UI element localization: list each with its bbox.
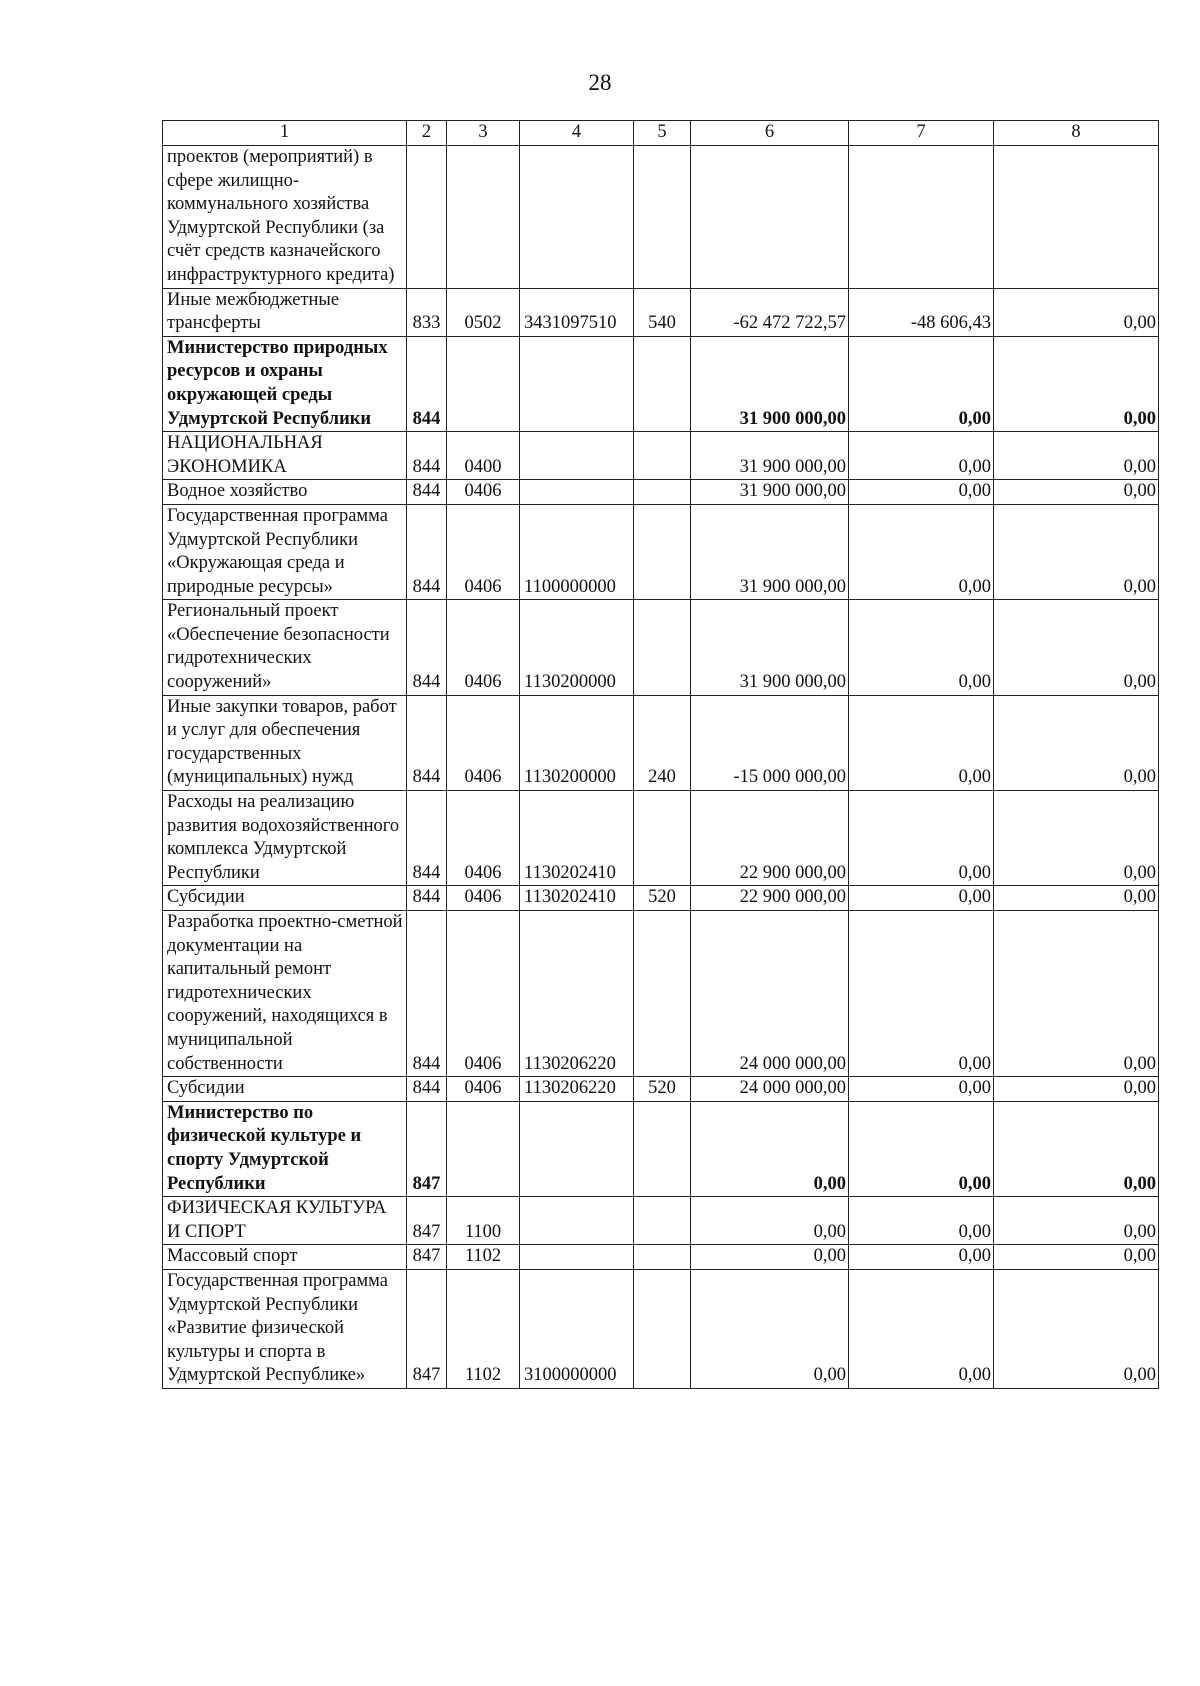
admin-code-cell: 833 [407, 288, 447, 336]
expense-type-cell [634, 911, 691, 1077]
target-article-cell [520, 1101, 634, 1196]
amount-col8-cell: 0,00 [994, 791, 1159, 886]
admin-code-cell: 844 [407, 695, 447, 790]
row-name-cell: Субсидии [163, 1077, 407, 1102]
admin-code-cell: 844 [407, 504, 447, 599]
amount-col7-cell: 0,00 [849, 886, 994, 911]
header-cell: 8 [994, 121, 1159, 146]
amount-col6-cell: 31 900 000,00 [691, 432, 849, 480]
expense-type-cell: 240 [634, 695, 691, 790]
section-code-cell [447, 146, 520, 289]
table-row [163, 1269, 1159, 1388]
page-number: 28 [588, 70, 612, 95]
section-code-cell: 0406 [447, 695, 520, 790]
section-code-cell: 0406 [447, 480, 520, 505]
section-code-cell [447, 336, 520, 431]
amount-col8-cell: 0,00 [994, 600, 1159, 695]
row-name-cell: проектов (мероприятий) в сфере жилищно-коммунального хозяйства Удмуртской Республики (за счёт средств казначейского инфраструктурного кредита) [163, 146, 407, 289]
amount-col7-cell: 0,00 [849, 600, 994, 695]
amount-col8-cell: 0,00 [994, 886, 1159, 911]
expense-type-cell [634, 432, 691, 480]
row-name-cell: Массовый спорт [163, 1245, 407, 1270]
amount-col8-cell: 0,00 [994, 1077, 1159, 1102]
amount-col7-cell: 0,00 [849, 336, 994, 431]
amount-col6-cell [691, 146, 849, 289]
admin-code-cell: 844 [407, 600, 447, 695]
table-row [163, 600, 1159, 695]
amount-col7-cell: 0,00 [849, 1197, 994, 1245]
expense-type-cell [634, 600, 691, 695]
admin-code-cell: 844 [407, 432, 447, 480]
target-article-cell [520, 1197, 634, 1245]
section-code-cell: 0406 [447, 600, 520, 695]
section-code-cell: 0406 [447, 504, 520, 599]
admin-code-cell: 847 [407, 1245, 447, 1270]
budget-table [162, 120, 1159, 1389]
amount-col8-cell: 0,00 [994, 1101, 1159, 1196]
expense-type-cell [634, 1101, 691, 1196]
row-name-cell: НАЦИОНАЛЬНАЯ ЭКОНОМИКА [163, 432, 407, 480]
target-article-cell [520, 480, 634, 505]
expense-type-cell [634, 1269, 691, 1388]
amount-col8-cell: 0,00 [994, 1269, 1159, 1388]
target-article-cell: 1130206220 [520, 1077, 634, 1102]
section-code-cell: 0406 [447, 791, 520, 886]
table-row [163, 911, 1159, 1077]
admin-code-cell: 844 [407, 911, 447, 1077]
amount-col6-cell: 0,00 [691, 1101, 849, 1196]
row-name-cell: Министерство природных ресурсов и охраны окружающей среды Удмуртской Республики [163, 336, 407, 431]
target-article-cell: 1130206220 [520, 911, 634, 1077]
section-code-cell: 0406 [447, 911, 520, 1077]
table-row [163, 146, 1159, 289]
row-name-cell: Водное хозяйство [163, 480, 407, 505]
amount-col7-cell: -48 606,43 [849, 288, 994, 336]
header-cell: 4 [520, 121, 634, 146]
section-code-cell [447, 1101, 520, 1196]
amount-col6-cell: -62 472 722,57 [691, 288, 849, 336]
target-article-cell: 1130202410 [520, 791, 634, 886]
admin-code-cell: 847 [407, 1101, 447, 1196]
amount-col8-cell: 0,00 [994, 695, 1159, 790]
amount-col8-cell: 0,00 [994, 432, 1159, 480]
expense-type-cell [634, 504, 691, 599]
target-article-cell [520, 146, 634, 289]
amount-col7-cell: 0,00 [849, 1245, 994, 1270]
amount-col7-cell: 0,00 [849, 1269, 994, 1388]
target-article-cell [520, 432, 634, 480]
amount-col7-cell: 0,00 [849, 1077, 994, 1102]
table-row [163, 1245, 1159, 1270]
header-cell: 6 [691, 121, 849, 146]
header-cell: 1 [163, 121, 407, 146]
amount-col6-cell: 31 900 000,00 [691, 504, 849, 599]
section-code-cell: 0406 [447, 1077, 520, 1102]
amount-col7-cell: 0,00 [849, 432, 994, 480]
expense-type-cell [634, 791, 691, 886]
table-row [163, 791, 1159, 886]
table-row [163, 432, 1159, 480]
table-row [163, 288, 1159, 336]
amount-col7-cell: 0,00 [849, 480, 994, 505]
row-name-cell: Субсидии [163, 886, 407, 911]
row-name-cell: Государственная программа Удмуртской Республики «Развитие физической культуры и спорта в Удмуртской Республике» [163, 1269, 407, 1388]
section-code-cell: 1102 [447, 1245, 520, 1270]
section-code-cell: 1100 [447, 1197, 520, 1245]
amount-col8-cell: 0,00 [994, 1197, 1159, 1245]
expense-type-cell: 520 [634, 886, 691, 911]
section-code-cell: 0400 [447, 432, 520, 480]
amount-col6-cell: 24 000 000,00 [691, 911, 849, 1077]
row-name-cell: Расходы на реализацию развития водохозяйственного комплекса Удмуртской Республики [163, 791, 407, 886]
admin-code-cell: 844 [407, 480, 447, 505]
table-row [163, 1077, 1159, 1102]
amount-col7-cell: 0,00 [849, 1101, 994, 1196]
expense-type-cell [634, 1197, 691, 1245]
amount-col8-cell: 0,00 [994, 480, 1159, 505]
admin-code-cell: 844 [407, 336, 447, 431]
amount-col6-cell: 0,00 [691, 1245, 849, 1270]
amount-col6-cell: 22 900 000,00 [691, 791, 849, 886]
admin-code-cell: 844 [407, 1077, 447, 1102]
amount-col6-cell: 22 900 000,00 [691, 886, 849, 911]
admin-code-cell [407, 146, 447, 289]
expense-type-cell [634, 1245, 691, 1270]
amount-col6-cell: 31 900 000,00 [691, 336, 849, 431]
table-row [163, 504, 1159, 599]
amount-col6-cell: 0,00 [691, 1269, 849, 1388]
amount-col8-cell: 0,00 [994, 288, 1159, 336]
amount-col6-cell: 24 000 000,00 [691, 1077, 849, 1102]
header-cell: 5 [634, 121, 691, 146]
target-article-cell: 1130200000 [520, 695, 634, 790]
row-name-cell: Иные закупки товаров, работ и услуг для обеспечения государственных (муниципальных) нужд [163, 695, 407, 790]
header-cell: 2 [407, 121, 447, 146]
table-row [163, 1101, 1159, 1196]
amount-col8-cell: 0,00 [994, 1245, 1159, 1270]
amount-col8-cell: 0,00 [994, 336, 1159, 431]
table-row [163, 480, 1159, 505]
row-name-cell: Разработка проектно-сметной документации на капитальный ремонт гидротехнических сооружений, находящихся в муниципальной собственности [163, 911, 407, 1077]
amount-col6-cell: 0,00 [691, 1197, 849, 1245]
table-row [163, 336, 1159, 431]
row-name-cell: Региональный проект «Обеспечение безопасности гидротехнических сооружений» [163, 600, 407, 695]
expense-type-cell: 520 [634, 1077, 691, 1102]
amount-col7-cell: 0,00 [849, 695, 994, 790]
amount-col6-cell: 31 900 000,00 [691, 600, 849, 695]
target-article-cell [520, 336, 634, 431]
amount-col7-cell: 0,00 [849, 791, 994, 886]
amount-col7-cell: 0,00 [849, 504, 994, 599]
expense-type-cell [634, 336, 691, 431]
admin-code-cell: 844 [407, 886, 447, 911]
target-article-cell: 1130202410 [520, 886, 634, 911]
target-article-cell [520, 1245, 634, 1270]
section-code-cell: 0502 [447, 288, 520, 336]
row-name-cell: Иные межбюджетные трансферты [163, 288, 407, 336]
amount-col8-cell [994, 146, 1159, 289]
row-name-cell: ФИЗИЧЕСКАЯ КУЛЬТУРА И СПОРТ [163, 1197, 407, 1245]
target-article-cell: 1100000000 [520, 504, 634, 599]
table-row [163, 1197, 1159, 1245]
header-cell: 7 [849, 121, 994, 146]
admin-code-cell: 847 [407, 1197, 447, 1245]
target-article-cell: 3100000000 [520, 1269, 634, 1388]
table-row [163, 886, 1159, 911]
expense-type-cell: 540 [634, 288, 691, 336]
amount-col7-cell: 0,00 [849, 911, 994, 1077]
row-name-cell: Государственная программа Удмуртской Республики «Окружающая среда и природные ресурсы» [163, 504, 407, 599]
amount-col6-cell: 31 900 000,00 [691, 480, 849, 505]
section-code-cell: 1102 [447, 1269, 520, 1388]
amount-col8-cell: 0,00 [994, 911, 1159, 1077]
admin-code-cell: 847 [407, 1269, 447, 1388]
amount-col8-cell: 0,00 [994, 504, 1159, 599]
amount-col7-cell [849, 146, 994, 289]
admin-code-cell: 844 [407, 791, 447, 886]
target-article-cell: 1130200000 [520, 600, 634, 695]
section-code-cell: 0406 [447, 886, 520, 911]
expense-type-cell [634, 480, 691, 505]
table-row [163, 695, 1159, 790]
row-name-cell: Министерство по физической культуре и спорту Удмуртской Республики [163, 1101, 407, 1196]
target-article-cell: 3431097510 [520, 288, 634, 336]
table-header-row [163, 121, 1159, 146]
header-cell: 3 [447, 121, 520, 146]
amount-col6-cell: -15 000 000,00 [691, 695, 849, 790]
expense-type-cell [634, 146, 691, 289]
